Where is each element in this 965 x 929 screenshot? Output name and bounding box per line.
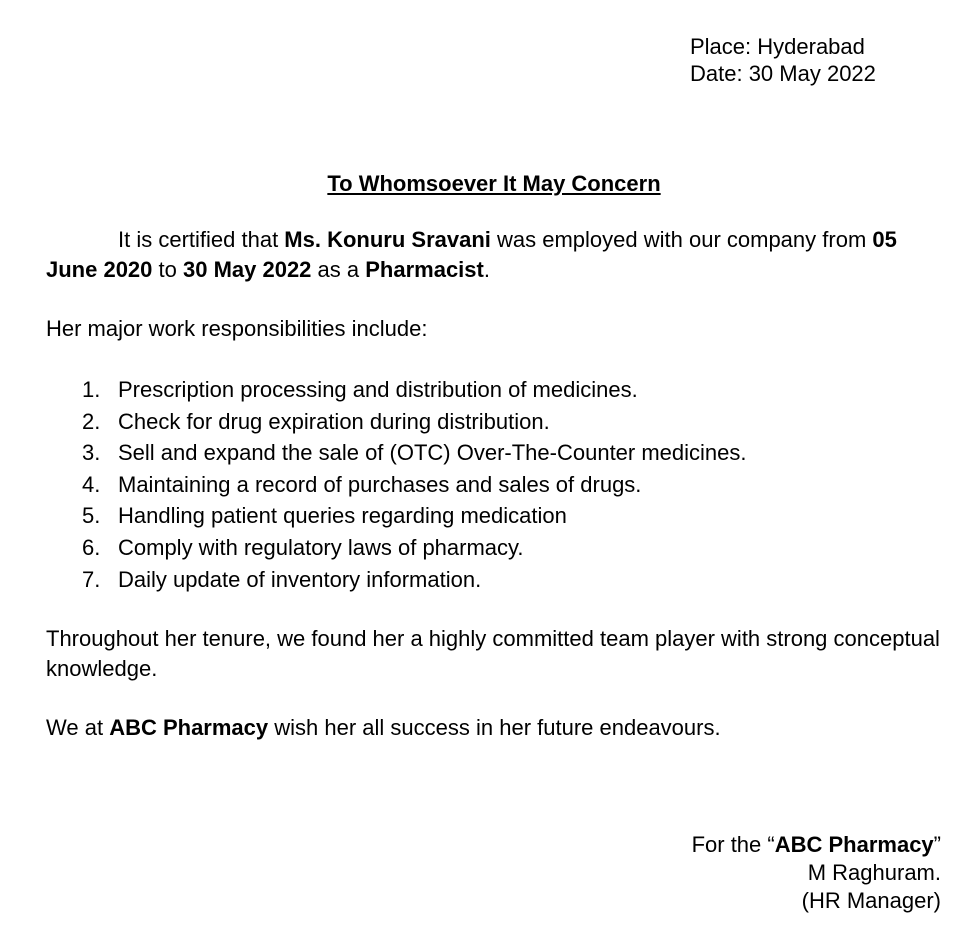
for-suffix: ”	[933, 832, 941, 857]
list-item-text: Sell and expand the sale of (OTC) Over-The-Counter medicines.	[118, 440, 747, 466]
cert-text-3: to	[152, 257, 183, 282]
job-role: Pharmacist	[365, 257, 484, 282]
cert-text-2: was employed with our company from	[490, 227, 873, 252]
certification-paragraph	[46, 225, 946, 285]
signatory-name: M Raghuram.	[807, 860, 941, 885]
list-item-number: 7.	[82, 566, 101, 592]
date-line: Date: 30 May 2022	[690, 61, 876, 86]
cert-text-5: .	[483, 257, 490, 282]
for-prefix: For the “	[691, 832, 775, 857]
start-date: 05 June 2020	[46, 227, 897, 282]
signature-block	[692, 831, 941, 915]
list-item-number: 5.	[82, 503, 101, 529]
wishes-paragraph	[46, 713, 946, 743]
place-line: Place: Hyderabad	[690, 34, 865, 59]
list-item-text: Check for drug expiration during distribution.	[118, 408, 550, 434]
company-name: ABC Pharmacy	[109, 715, 269, 740]
responsibilities-intro: Her major work responsibilities include:	[46, 316, 428, 341]
list-item-text: Maintaining a record of purchases and sales of drugs.	[118, 471, 642, 497]
list-item-text: Comply with regulatory laws of pharmacy.	[118, 534, 524, 560]
list-item-number: 6.	[82, 534, 101, 560]
cert-text-1: It is certified that	[118, 227, 285, 252]
signature-company: ABC Pharmacy	[774, 832, 934, 857]
list-item-number: 1.	[82, 377, 101, 402]
list-item-number: 2.	[82, 408, 101, 434]
list-item-text: Handling patient queries regarding medication	[118, 503, 567, 529]
for-company-line	[692, 831, 941, 859]
end-date: 30 May 2022	[182, 257, 312, 282]
list-item-number: 3.	[82, 440, 101, 466]
cert-text-4: as a	[311, 257, 366, 282]
tenure-remark: Throughout her tenure, we found her a highly committed team player with strong conceptual knowledge.	[46, 626, 940, 681]
wishes-text-1: We at	[46, 715, 110, 740]
wishes-text-2: wish her all success in her future endeavours.	[268, 715, 721, 740]
employee-name: Ms. Konuru Sravani	[284, 227, 491, 252]
list-item-text: Daily update of inventory information.	[118, 566, 482, 592]
place-date-block	[690, 33, 876, 87]
list-item-text: Prescription processing and distribution of medicines.	[118, 377, 638, 402]
list-item-number: 4.	[82, 471, 101, 497]
signatory-designation: (HR Manager)	[801, 888, 941, 913]
document-title: To Whomsoever It May Concern	[327, 171, 661, 196]
